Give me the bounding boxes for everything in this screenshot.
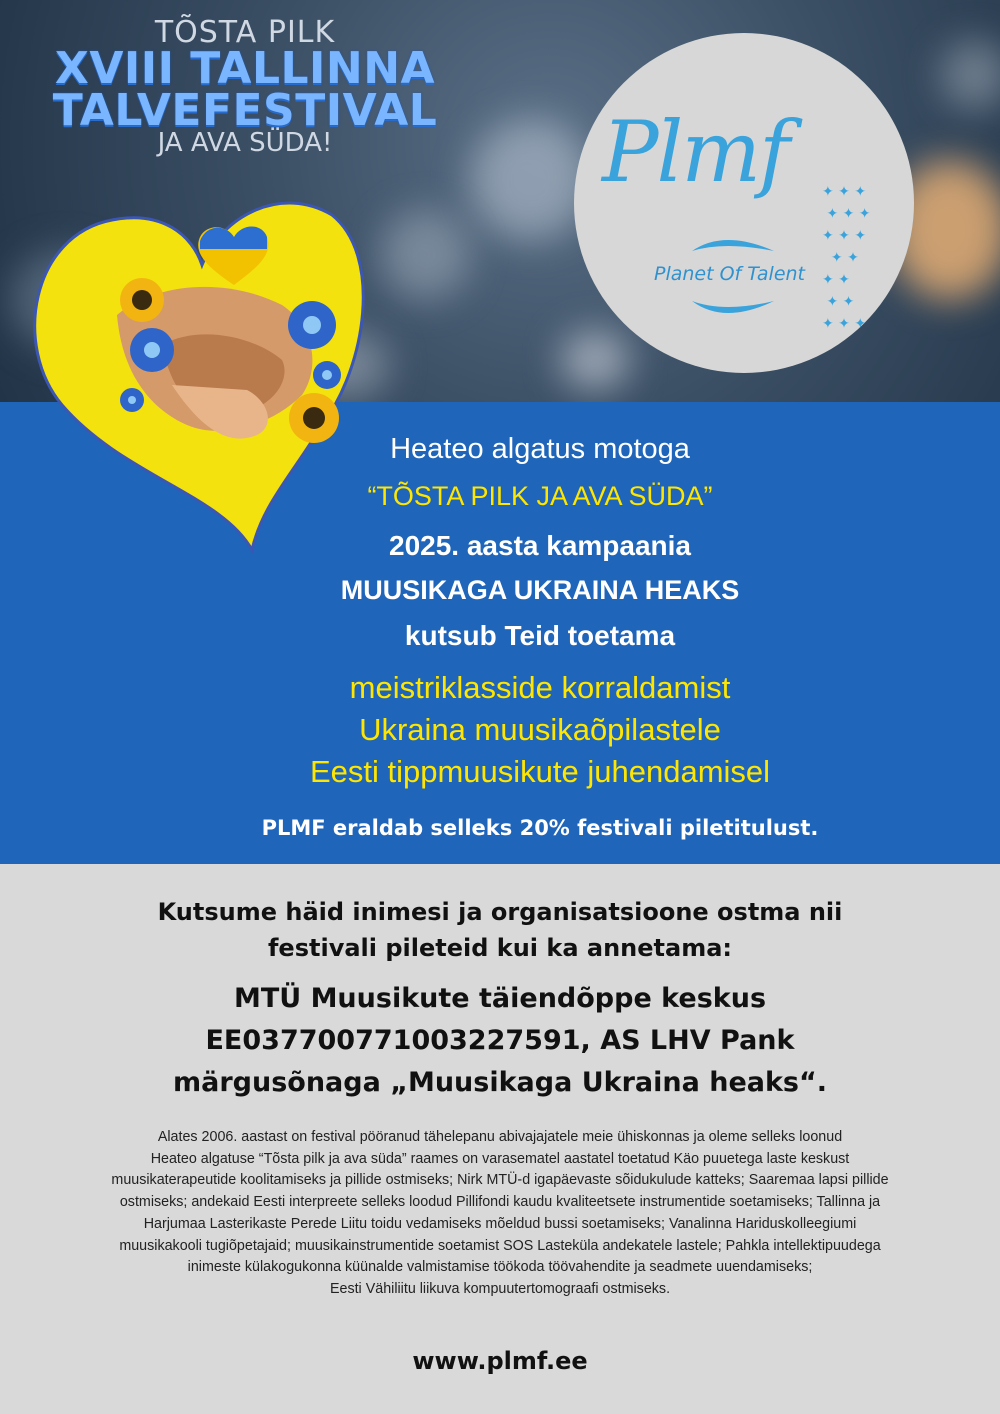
bokeh-light (940, 40, 1000, 110)
title-main-line2: TALVEFESTIVAL (52, 84, 438, 136)
bokeh-light (380, 210, 470, 300)
logo-tagline: Planet Of Talent (654, 263, 805, 285)
donation-recipient: MTÜ Muusikute täiendõppe keskus (233, 983, 767, 1014)
history-line: muusikakooli tugiõpetajaid; muusikainstrumentide soetamist SOS Lasteküla andekatele lastele; Pahkla intellektipuudega (119, 1237, 881, 1254)
bokeh-light (470, 120, 590, 240)
campaign-year: 2025. aasta kampaania (389, 530, 691, 561)
goal-line-2: Ukraina muusikaõpilastele (359, 712, 721, 747)
goal-line-1: meistriklasside korraldamist (349, 670, 731, 705)
website-link[interactable]: www.plmf.ee (412, 1347, 588, 1375)
history-paragraph (30, 1127, 970, 1301)
share-note: PLMF eraldab selleks 20% festivali piletitulust. (261, 816, 819, 840)
history-line: Heateo algatuse “Tõsta pilk ja ava süda” raames on varasematel aastatel toetatud Käo puuetega laste keskust (150, 1150, 850, 1167)
stars-icon: ✦ ✦ ✦ ✦ ✦ ✦ ✦ ✦ ✦ ✦ ✦ ✦ ✦ ✦ ✦ ✦ ✦ ✦ (822, 184, 871, 332)
donation-account: EE037700771003227591, AS LHV Pank (205, 1025, 795, 1056)
title-main-line1: XVIII TALLINNA (54, 43, 436, 94)
invite-line: kutsub Teid toetama (404, 620, 676, 651)
title-top: TÕSTA PILK (154, 15, 336, 50)
motto-line: “TÕSTA PILK JA AVA SÜDA” (367, 481, 713, 511)
logo-script: Plmf (602, 103, 789, 201)
campaign-name: MUUSIKAGA UKRAINA HEAKS (340, 575, 740, 605)
goal-line-3: Eesti tippmuusikute juhendamisel (309, 754, 771, 789)
plmf-logo (574, 33, 914, 373)
cta-line-2: festivali pileteid kui ka annetama: (267, 934, 733, 962)
history-line: Alates 2006. aastast on festival pööranud tähelepanu abivajajatele meie ühiskonnas ja oleme selleks loonud (157, 1129, 843, 1145)
festival-title (20, 15, 470, 158)
donation-reference: märgusõnaga „Muusikaga Ukraina heaks“. (172, 1067, 828, 1098)
call-to-action-intro (60, 894, 940, 966)
history-line: Eesti Vähiliitu liikuva kompuutertomograafi ostmiseks. (329, 1280, 671, 1297)
history-line: ostmiseks; andekaid Eesti interpreete selleks loodud Pillifondi kaudu kvaliteetsete instrumentide soetamiseks; Tallinna ja (119, 1194, 881, 1211)
history-line: Harjumaa Lasterikaste Perede Liitu toidu vedamiseks mõeldud bussi soetamiseks; Vanalinna Hariduskolleegiumi (143, 1215, 857, 1232)
donation-details (60, 978, 940, 1104)
cta-line-1: Kutsume häid inimesi ja organisatsioone ostma nii (157, 898, 843, 926)
history-line: inimeste külakogukonna küünalde valmistamise töökoda töövahendite ja seadmete uuendamiseks; (187, 1259, 813, 1276)
history-line: muusikaterapeutide koolitamiseks ja pillide ostmiseks; Nirk MTÜ-d igapäevaste sõidukulude katteks; Saaremaa lapsi pillide (111, 1172, 889, 1189)
intro-line: Heateo algatus motoga (390, 433, 690, 465)
title-bottom: JA AVA SÜDA! (157, 127, 333, 158)
